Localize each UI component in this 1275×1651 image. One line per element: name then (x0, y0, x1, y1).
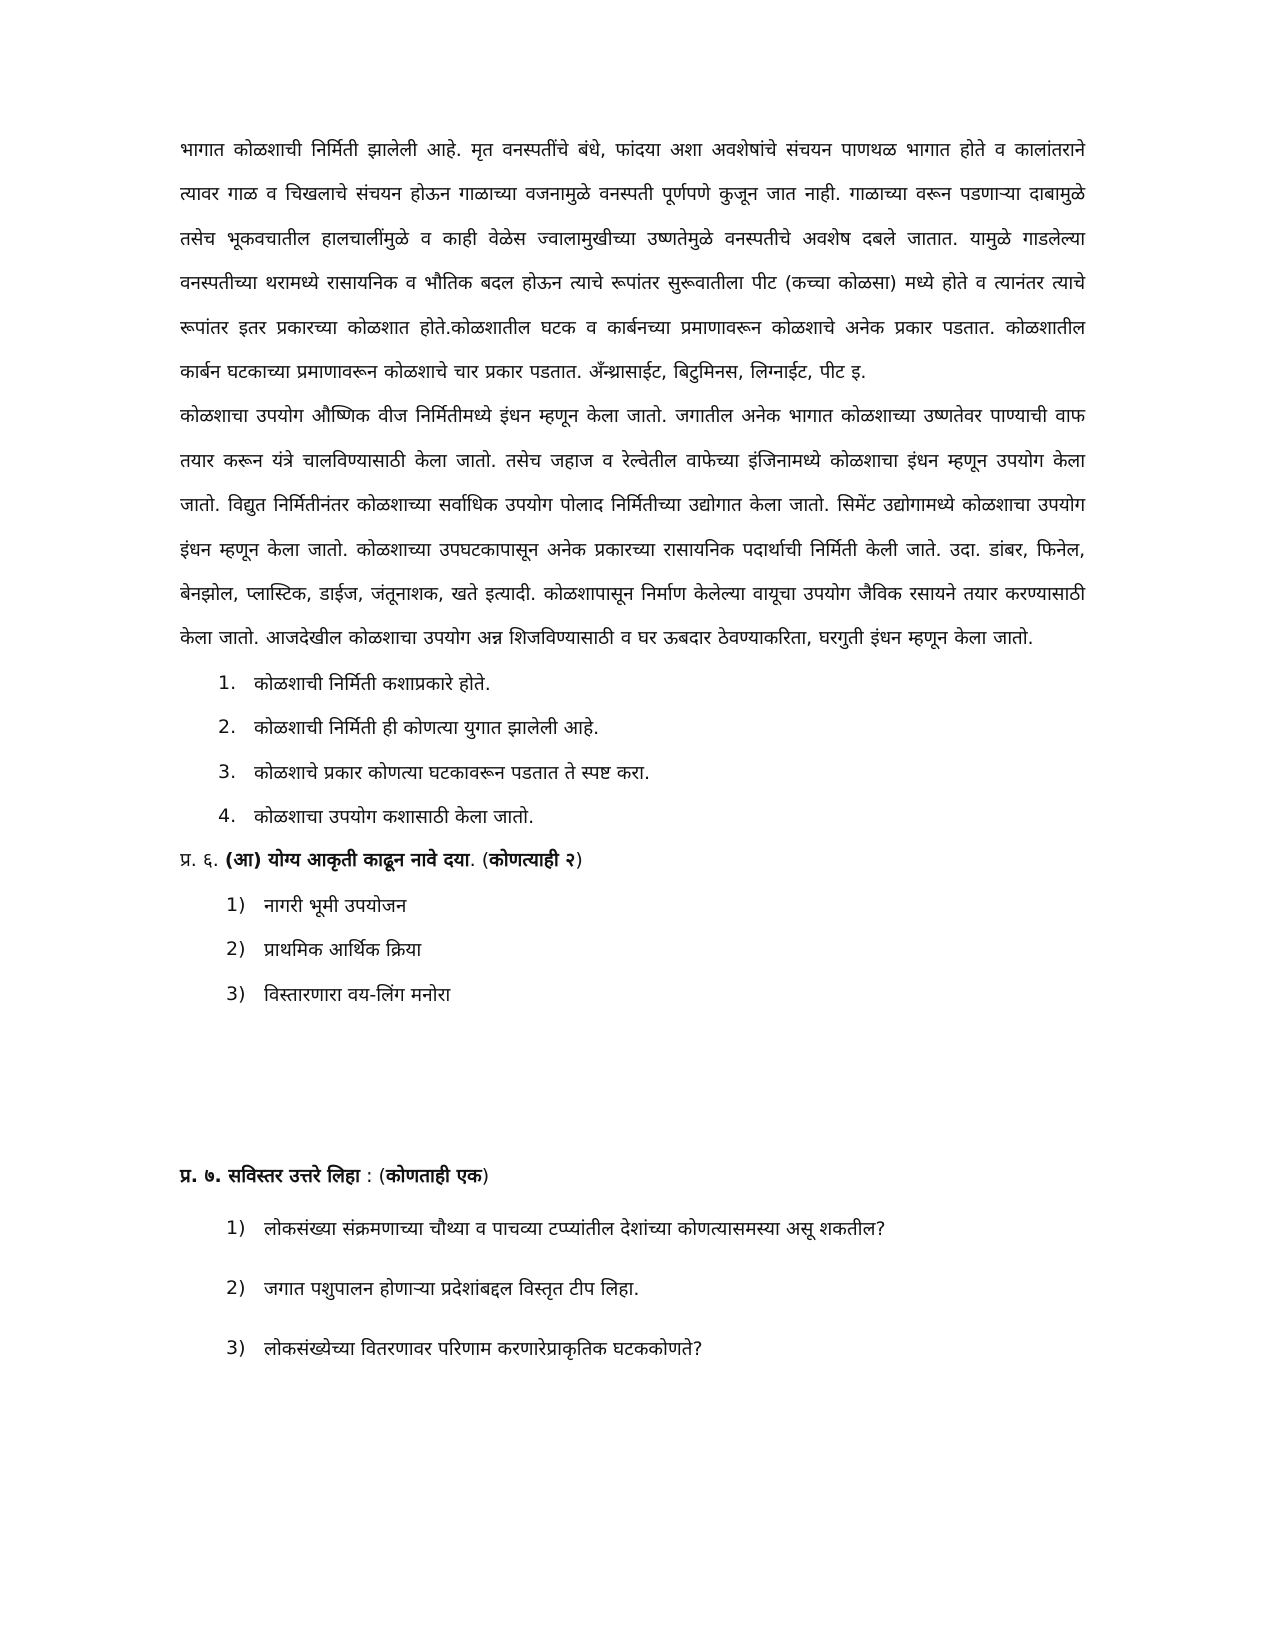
item-number: 3) (226, 1337, 246, 1360)
item-text: कोळशाची निर्मिती ही कोणत्या युगात झालेली आहे. (254, 717, 600, 740)
section-7-heading (180, 1154, 1085, 1198)
list-item (180, 750, 1085, 794)
section-6-title: योग्य आकृती काढून नावे दया (261, 849, 470, 872)
section-6-part: (आ) (224, 849, 262, 872)
list-item (180, 972, 1085, 1016)
blank-space (180, 1016, 1085, 1154)
paragraph-coal-formation: भागात कोळशाची निर्मिती झालेली आहे. मृत वनस्पतींचे बंधे, फांदया अशा अवशेषांचे संचयन पाणथळ भागात होते व कालांतराने त्यावर गाळ व चिखलाचे संचयन होऊन गाळाच्या वजनामुळे वनस्पती पूर्णपणे कुजून जात नाही. गाळाच्या वरून पडणाऱ्या दाबामुळे तसेच भूकवचातील हालचालींमुळे व काही वेळेस ज्वालामुखीच्या उष्णतेमुळे वनस्पतीचे अवशेष दबले जातात. यामुळे गाडलेल्या वनस्पतीच्या थरामध्ये रासायनिक व भौतिक बदल होऊन त्याचे रूपांतर सुरूवातीला पीट (कच्चा कोळसा) मध्ये होते व त्यानंतर त्याचे रूपांतर इतर प्रकारच्या कोळशात होते.कोळशातील घटक व कार्बनच्या प्रमाणावरून कोळशाचे अनेक प्रकार पडतात. कोळशातील कार्बन घटकाच्या प्रमाणावरून कोळशाचे चार प्रकार पडतात. अँन्थ्रासाईट, बिटुमिनस, लिग्नाईट, पीट इ. (180, 139, 1085, 384)
item-text: लोकसंख्या संक्रमणाच्या चौथ्या व पाचव्या टप्प्यांतील देशांच्या कोणत्यासमस्या असू शकतील? (264, 1218, 886, 1241)
document-page (180, 128, 1085, 1378)
section-6-dot: . ( (469, 849, 490, 872)
item-text: लोकसंख्येच्या वितरणावर परिणाम करणारेप्राकृतिक घटककोणते? (264, 1338, 703, 1361)
item-number: 3. (218, 760, 237, 783)
section-6-heading (180, 838, 1085, 882)
item-number: 1) (226, 894, 246, 917)
list-item (180, 794, 1085, 838)
item-number: 2. (218, 716, 237, 739)
list-item (180, 1318, 1085, 1378)
section-7-choice: कोणताही एक (385, 1165, 482, 1188)
section-7-sep: : ( (360, 1165, 386, 1188)
list-item (180, 883, 1085, 927)
item-number: 2) (226, 1277, 246, 1300)
item-number: 4. (218, 805, 237, 828)
section-6-list (180, 883, 1085, 1016)
item-text: नागरी भूमी उपयोजन (264, 895, 407, 918)
item-text: कोळशाचा उपयोग कशासाठी केला जातो. (254, 806, 535, 829)
item-number: 1) (226, 1217, 246, 1240)
section-7-list (180, 1198, 1085, 1378)
item-number: 2) (226, 938, 246, 961)
list-item (180, 661, 1085, 705)
item-text: कोळशाची निर्मिती कशाप्रकारे होते. (254, 673, 491, 696)
section-6-prefix: प्र. ६. (180, 849, 225, 872)
section-6-close: ) (575, 849, 583, 872)
list-item (180, 1258, 1085, 1318)
item-number: 1. (218, 672, 237, 695)
item-number: 3) (226, 982, 246, 1005)
paragraph-coal-uses: कोळशाचा उपयोग औष्णिक वीज निर्मितीमध्ये इंधन म्हणून केला जातो. जगातील अनेक भागात कोळशाच्या उष्णतेवर पाण्याची वाफ तयार करून यंत्रे चालविण्यासाठी केला जातो. तसेच जहाज व रेल्वेतील वाफेच्या इंजिनामध्ये कोळशाचा इंधन म्हणून उपयोग केला जातो. विद्युत निर्मितीनंतर कोळशाच्या सर्वाधिक उपयोग पोलाद निर्मितीच्या उद्योगात केला जातो. सिमेंट उद्योगामध्ये कोळशाचा उपयोग इंधन म्हणून केला जातो. कोळशाच्या उपघटकापासून अनेक प्रकारच्या रासायनिक पदार्थाची निर्मिती केली जाते. उदा. डांबर, फिनेल, बेनझोल, प्लास्टिक, डाईज, जंतूनाशक, खते इत्यादी. कोळशापासून निर्माण केलेल्या वायूचा उपयोग जैविक रसायने तयार करण्यासाठी केला जातो. आजदेखील कोळशाचा उपयोग अन्न शिजविण्यासाठी व घर ऊबदार ठेवण्याकरिता, घरगुती इंधन म्हणून केला जातो. (180, 405, 1085, 650)
list-item (180, 927, 1085, 971)
item-text: प्राथमिक आर्थिक क्रिया (264, 939, 422, 962)
section-7-title: प्र. ७. सविस्तर उत्तरे लिहा (180, 1165, 361, 1188)
section-7-close: ) (481, 1165, 490, 1188)
list-item (180, 1198, 1085, 1258)
question-list-coal (180, 661, 1085, 839)
item-text: जगात पशुपालन होणाऱ्या प्रदेशांबद्दल विस्तृत टीप लिहा. (264, 1278, 640, 1301)
list-item (180, 705, 1085, 749)
item-text: विस्तारणारा वय-लिंग मनोरा (264, 983, 451, 1006)
section-6-choice: कोणत्याही २ (489, 849, 576, 872)
item-text: कोळशाचे प्रकार कोणत्या घटकावरून पडतात ते स्पष्ट करा. (254, 761, 651, 784)
